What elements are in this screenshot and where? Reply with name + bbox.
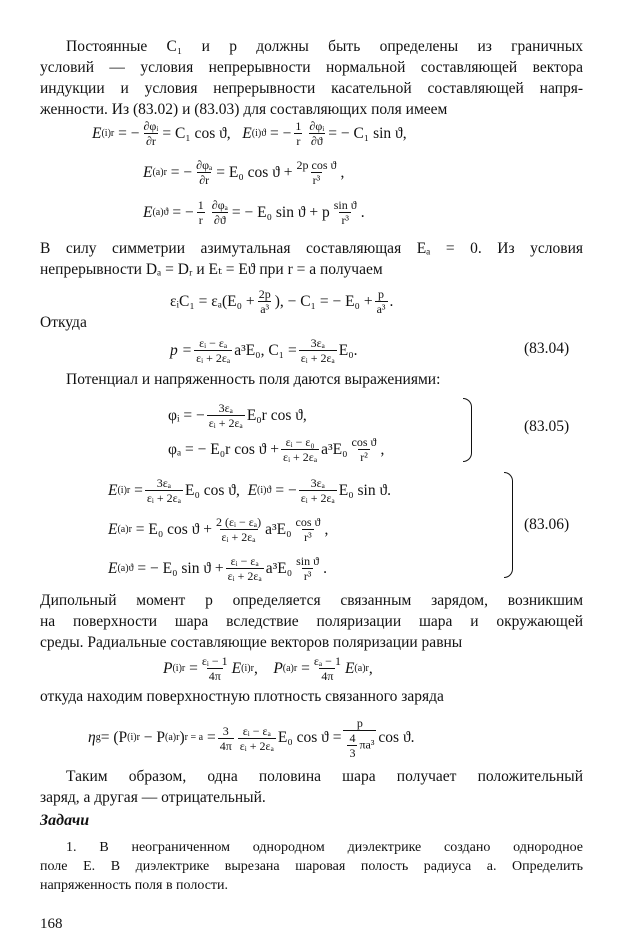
denominator: r³: [304, 530, 312, 544]
denominator: εᵢ + 2εₐ: [300, 491, 335, 505]
text-line: 1. В неограниченном однородном диэлектрике создано однородное: [66, 840, 583, 855]
symbol: E: [108, 520, 118, 538]
subscript: r = a: [184, 732, 204, 743]
expression: = − E₀ sin ϑ + p: [231, 203, 330, 221]
denominator: εᵢ + 2εₐ: [146, 491, 181, 505]
numerator: sin ϑ: [296, 554, 320, 568]
equation-number: (83.04): [524, 340, 570, 357]
potential-text: [40, 369, 583, 390]
expression: − P: [143, 729, 166, 746]
superscript: (i): [251, 127, 262, 139]
denominator: [343, 730, 376, 760]
fraction: [194, 336, 232, 365]
superscript: (a): [117, 562, 129, 574]
expression: = (P: [100, 729, 128, 746]
text-line: индукции и условия непрерывности касательной составляющей напря-: [40, 80, 583, 97]
expression: =: [189, 659, 198, 677]
expression: εᵢC₁ = εₐ(E₀ +: [170, 292, 255, 310]
denominator: εᵢ + 2εₐ: [239, 738, 274, 753]
numerator: εᵢ − 1: [201, 654, 228, 668]
symbol: E: [143, 163, 153, 181]
text-line: непрерывности Dₐ = Dᵣ и Eₜ = Eϑ при r = a получаем: [40, 261, 383, 278]
otkuda-text: [40, 312, 583, 333]
numerator: 3εₐ: [310, 476, 325, 490]
symbol: E: [143, 203, 153, 221]
expression: φₐ = − E₀r cos ϑ +: [168, 440, 280, 458]
numerator: εᵢ − εₐ: [199, 336, 228, 350]
fraction: [145, 476, 183, 505]
numerator: εᵢ − εₐ: [242, 723, 271, 738]
numerator: sin ϑ: [333, 198, 357, 212]
numerator: ∂φᵢ: [309, 119, 325, 133]
symbol: E: [108, 559, 118, 577]
superscript: (a): [152, 166, 164, 178]
denominator: r: [296, 134, 301, 148]
expression: ): [179, 729, 185, 746]
symbol: E: [242, 124, 252, 142]
numerator: cos ϑ: [351, 435, 377, 449]
fraction: [200, 654, 230, 683]
expression: = C₁ cos ϑ,: [162, 124, 231, 142]
fraction: [350, 435, 379, 464]
brace: [463, 398, 472, 462]
fraction: [343, 716, 376, 760]
fraction: [294, 515, 323, 544]
denominator: ∂r: [199, 173, 210, 187]
numerator: p: [378, 287, 385, 301]
conclusion-paragraph: [40, 766, 583, 808]
expression: =: [301, 659, 310, 677]
equation-Er-i: E (i) r = − $\frac{\text{∂φᵢ}}{\partial r}$ = C₁ cos ϑ, E (i) ϑ = − $\frac{1}{r}$ $\frac{\text{∂φᵢ}}{\partial ϑ}$ = − C₁ sin ϑ,: [92, 119, 407, 148]
text-line: Откуда: [40, 314, 87, 331]
subscript: r: [110, 127, 115, 139]
fraction: [294, 554, 321, 583]
expression: = − E₀ sin ϑ +: [137, 559, 224, 577]
expression: = − C₁ sin ϑ,: [328, 124, 407, 142]
numerator: p: [356, 716, 363, 730]
expression: = −: [275, 481, 297, 499]
numerator: cos ϑ: [295, 515, 321, 529]
subscript: ϑ: [128, 562, 134, 574]
expression: = E₀ cos ϑ +: [216, 163, 293, 181]
text-line: В силу симметрии азимутальная составляющая Eₐ = 0. Из условия: [40, 240, 583, 257]
text-line: женности. Из (83.02) и (83.03) для составляющих поля имеем: [40, 101, 448, 118]
numerator: 3εₐ: [310, 336, 325, 350]
fraction: [238, 724, 276, 753]
expression: φᵢ = −: [168, 406, 205, 424]
denominator: r³: [341, 213, 350, 227]
expression: a³E₀: [321, 440, 348, 458]
subscript: ϑ: [261, 127, 267, 139]
denominator: ∂r: [145, 134, 156, 148]
denominator: εᵢ + 2εₐ: [208, 416, 243, 430]
intro-paragraph: [40, 36, 583, 120]
symbol: E: [247, 481, 258, 499]
punctuation: ,: [380, 440, 385, 458]
expression: E₀.: [338, 341, 358, 359]
symbol: E: [108, 481, 118, 499]
equation-Etheta-a: E (a) ϑ = − $\frac{1}{r}$ $\frac{\text{∂φₐ}}{\partial ϑ}$ = − E₀ sin ϑ + p $\frac{\text{sin ϑ}}{\text{r³}}$ .: [143, 198, 365, 227]
punctuation: .: [323, 559, 327, 577]
text-line: напряженность поля в полости.: [40, 878, 229, 893]
denominator: εᵢ + 2εₐ: [196, 351, 231, 365]
numerator: 2 (εᵢ − εₐ): [216, 515, 262, 529]
expression: E₀ sin ϑ.: [338, 481, 392, 499]
superscript: (a): [117, 523, 129, 535]
numerator: 2p cos ϑ: [296, 158, 337, 172]
equation-Er-row: [108, 476, 391, 505]
fraction: [307, 119, 326, 148]
expression: = E₀ cos ϑ +: [135, 520, 212, 538]
expression: cos ϑ.: [378, 729, 415, 746]
numerator: 1: [295, 119, 302, 133]
denominator: 3: [349, 746, 356, 760]
denominator: r³: [303, 569, 312, 583]
superscript: (i): [101, 127, 111, 139]
subscript: ϑ: [163, 206, 169, 218]
numerator: ∂φᵢ: [143, 119, 159, 133]
superscript: (i): [257, 484, 267, 496]
equation-Er-a-row: [108, 515, 328, 544]
expression: a³E₀: [265, 520, 292, 538]
punctuation: .: [360, 203, 365, 221]
subscript: ϑ: [266, 484, 272, 496]
fraction: [218, 724, 234, 753]
equation-number: (83.06): [524, 516, 570, 533]
denominator: r²: [360, 450, 368, 464]
task-1: [40, 838, 583, 895]
page-number: 168: [40, 916, 63, 932]
punctuation: ,: [340, 163, 345, 181]
expression: =: [206, 729, 216, 746]
denominator: εᵢ + 2εₐ: [283, 450, 318, 464]
fraction: [210, 198, 230, 227]
equation-83-04: [170, 336, 358, 365]
text-line: условий — условия непрерывности нормальной составляющей вектора: [40, 59, 583, 76]
numerator: 4: [349, 731, 356, 745]
fraction: [295, 158, 339, 187]
fraction: [293, 119, 303, 148]
subscript: r: [163, 166, 167, 178]
expression: a³E₀: [265, 559, 293, 577]
fraction: [194, 158, 214, 187]
denominator: εᵢ + 2εₐ: [300, 351, 335, 365]
fraction: [281, 435, 319, 464]
numerator: εₐ − 1: [313, 654, 341, 668]
text-line: Постоянные C₁ и p должны быть определены из граничных: [66, 38, 583, 55]
denominator: r: [198, 213, 203, 227]
punctuation: ,: [368, 659, 373, 677]
text-line: заряд, а другая — отрицательный.: [40, 789, 266, 806]
brace: [504, 472, 513, 578]
superscript: (a): [152, 206, 164, 218]
subscript: r: [126, 484, 131, 496]
subscript: r: [128, 523, 132, 535]
expression: E₀r cos ϑ,: [246, 406, 307, 424]
fraction: [299, 336, 337, 365]
denominator: ∂ϑ: [310, 134, 323, 148]
expression: a³E₀, C₁ =: [234, 341, 297, 359]
denominator: 4π: [219, 738, 232, 753]
denominator: a³: [376, 302, 386, 316]
fraction: [207, 401, 245, 430]
punctuation: .: [389, 292, 394, 310]
dipole-paragraph: [40, 590, 583, 653]
superscript: (i): [117, 484, 127, 496]
numerator: ∂φₐ: [211, 198, 228, 212]
text-line: откуда находим поверхностную плотность связанного заряда: [40, 688, 444, 705]
expression: p =: [170, 341, 193, 359]
fraction: [347, 731, 357, 760]
punctuation: ,: [324, 520, 329, 538]
symbol: E: [92, 124, 102, 142]
fraction: [226, 554, 264, 583]
numerator: εᵢ − ε₀: [285, 435, 315, 449]
equation-Etheta-a-row: [108, 554, 327, 583]
equation-surface-charge: η g = (P (i) r − P (a) r ) r = a = $\frac{3}{4\pi}$ $\frac{\text{εᵢ − εₐ}}{\text{εᵢ + 2εₐ}}$ E₀ cos ϑ = p $\frac{4}{3}$ πa³ cos ϑ.: [88, 716, 415, 760]
numerator: 2p: [258, 287, 271, 301]
tasks-heading: Задачи: [40, 812, 90, 829]
text-line: среды. Радиальные составляющие векторов поляризации равны: [40, 634, 463, 651]
numerator: εᵢ − εₐ: [230, 554, 259, 568]
fraction: [312, 654, 343, 683]
denominator: ∂ϑ: [213, 213, 226, 227]
equation-polarization: P (i) r = $\frac{\text{εᵢ − 1}}{4\pi}$ E (i) r , P (a) r = $\frac{\text{εₐ − 1}}{4\pi}$ E (a) r ,: [163, 654, 373, 683]
expression: E₀ cos ϑ,: [184, 481, 240, 499]
text-line: Дипольный момент p определяется связанным зарядом, возникшим: [40, 592, 583, 609]
denominator: εᵢ + 2εₐ: [221, 530, 256, 544]
equation-phi-i: [168, 401, 307, 430]
equation-number: (83.05): [524, 418, 570, 435]
fraction: [142, 119, 161, 148]
numerator: 1: [197, 198, 204, 212]
equation-phi-a: [168, 435, 384, 464]
numerator: ∂φₐ: [196, 158, 213, 172]
equation-Er-a: E (a) r = − $\frac{\text{∂φₐ}}{\partial r}$ = E₀ cos ϑ + $\frac{\text{2p cos ϑ}}{\text{r³}}$ ,: [143, 158, 345, 187]
text-line: Потенциал и напряженность поля даются выражениями:: [66, 371, 441, 388]
numerator: 3εₐ: [156, 476, 172, 490]
expression: E₀ cos ϑ =: [277, 729, 342, 746]
symbol: E: [344, 659, 355, 677]
fraction: [332, 198, 359, 227]
denominator: 4π: [321, 669, 334, 683]
surface-text: [40, 686, 583, 707]
text-line: Таким образом, одна половина шара получает положительный: [66, 768, 583, 785]
fraction: [299, 476, 337, 505]
text-line: поле E. В диэлектрике вырезана шаровая полость радиуса a. Определить: [40, 859, 583, 874]
denominator: a³: [260, 302, 270, 316]
expression: =: [134, 481, 143, 499]
expression: ), − C₁ = − E₀ +: [274, 292, 373, 310]
text-line: на поверхности шара вследствие поляризации шара и окружающей: [40, 613, 583, 630]
denominator: εᵢ + 2εₐ: [227, 569, 262, 583]
fraction: [214, 515, 263, 544]
subscript: g: [95, 732, 101, 743]
symbol: η: [88, 729, 96, 746]
denominator: r³: [312, 173, 321, 187]
numerator: 3εₐ: [218, 401, 233, 415]
expression: πa³: [359, 737, 375, 752]
fraction: [196, 198, 206, 227]
numerator: 3: [222, 723, 229, 738]
symbol: E: [231, 659, 242, 677]
symmetry-paragraph: [40, 238, 583, 280]
denominator: 4π: [208, 669, 221, 683]
